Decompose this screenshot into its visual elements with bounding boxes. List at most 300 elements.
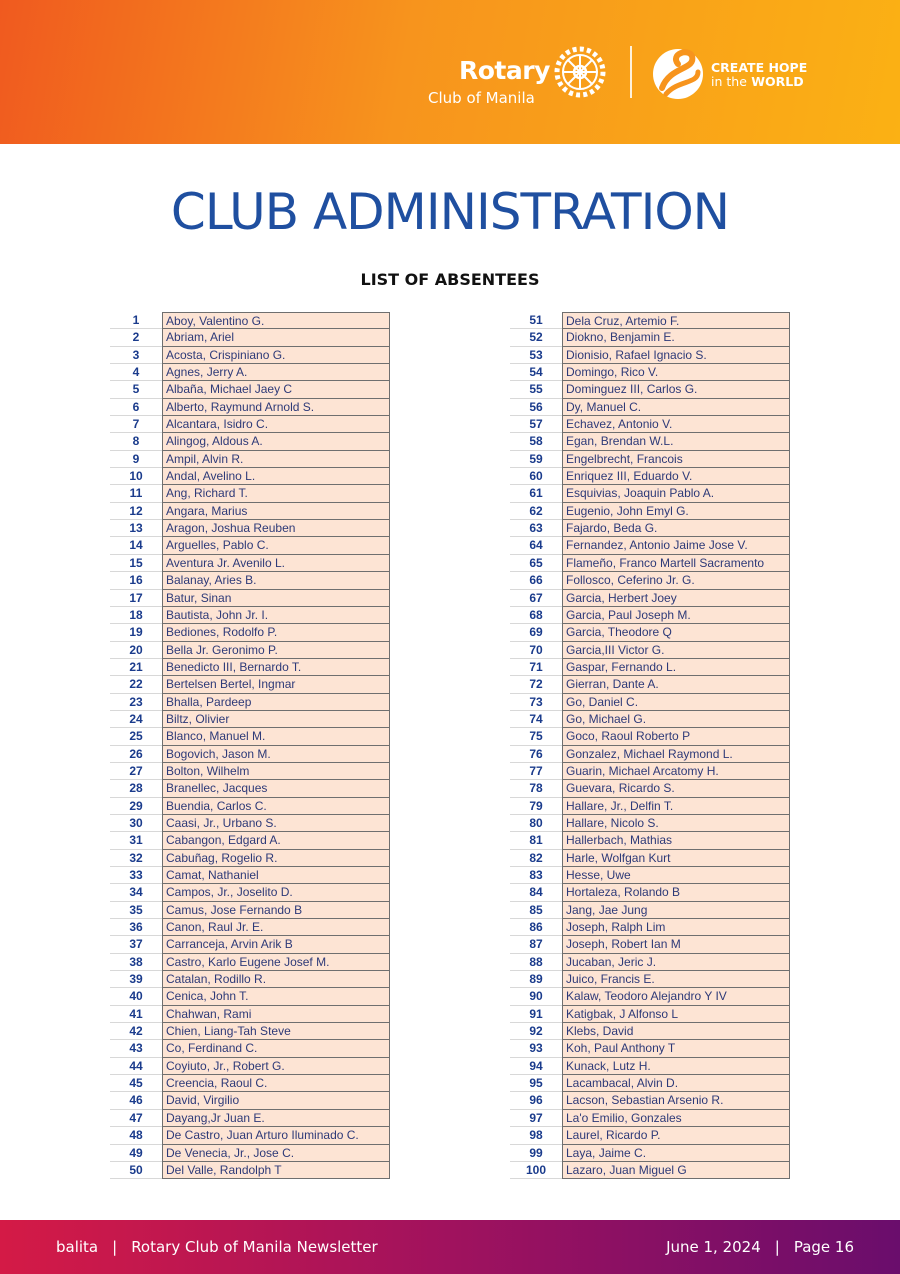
row-number: 69 (510, 624, 562, 641)
row-number: 61 (510, 485, 562, 502)
row-number: 86 (510, 919, 562, 936)
member-name: Guevara, Ricardo S. (562, 780, 790, 797)
table-row (510, 728, 790, 745)
logo-divider (630, 46, 632, 98)
member-name: Hesse, Uwe (562, 867, 790, 884)
member-name: Blanco, Manuel M. (162, 728, 390, 745)
member-name: Jucaban, Jeric J. (562, 954, 790, 971)
row-number: 81 (510, 832, 562, 849)
member-name: Aboy, Valentino G. (162, 312, 390, 329)
row-number: 45 (110, 1075, 162, 1092)
member-name: Co, Ferdinand C. (162, 1040, 390, 1057)
table-row (510, 694, 790, 711)
table-row (110, 555, 390, 572)
table-row (510, 850, 790, 867)
table-row (110, 537, 390, 554)
row-number: 66 (510, 572, 562, 589)
row-number: 91 (510, 1006, 562, 1023)
row-number: 67 (510, 590, 562, 607)
table-row (510, 988, 790, 1005)
member-name: Dela Cruz, Artemio F. (562, 312, 790, 329)
table-row (510, 884, 790, 901)
member-name: Andal, Avelino L. (162, 468, 390, 485)
table-row (510, 971, 790, 988)
table-row (110, 520, 390, 537)
table-row (510, 954, 790, 971)
rotary-wordmark: Rotary (459, 56, 550, 85)
footer-separator: | (774, 1238, 780, 1256)
table-row (110, 607, 390, 624)
row-number: 60 (510, 468, 562, 485)
table-row (510, 451, 790, 468)
table-row (110, 902, 390, 919)
row-number: 14 (110, 537, 162, 554)
table-row (510, 485, 790, 502)
member-name: Koh, Paul Anthony T (562, 1040, 790, 1057)
row-number: 88 (510, 954, 562, 971)
member-name: De Venecia, Jr., Jose C. (162, 1145, 390, 1162)
slogan-in-the: in the (711, 74, 747, 89)
table-row (510, 1092, 790, 1109)
table-row (110, 433, 390, 450)
club-name: Club of Manila (428, 89, 535, 107)
table-row (510, 347, 790, 364)
member-name: Ang, Richard T. (162, 485, 390, 502)
row-number: 74 (510, 711, 562, 728)
member-name: Bediones, Rodolfo P. (162, 624, 390, 641)
row-number: 28 (110, 780, 162, 797)
row-number: 26 (110, 746, 162, 763)
table-row (110, 329, 390, 346)
member-name: Alberto, Raymund Arnold S. (162, 399, 390, 416)
footer-date: June 1, 2024 (666, 1238, 761, 1256)
member-name: Dayang,Jr Juan E. (162, 1110, 390, 1127)
member-name: Albaña, Michael Jaey C (162, 381, 390, 398)
row-number: 33 (110, 867, 162, 884)
row-number: 80 (510, 815, 562, 832)
member-name: Benedicto III, Bernardo T. (162, 659, 390, 676)
row-number: 35 (110, 902, 162, 919)
row-number: 70 (510, 642, 562, 659)
table-row (510, 1162, 790, 1179)
table-row (510, 433, 790, 450)
footer-right (666, 1238, 854, 1256)
table-row (110, 954, 390, 971)
member-name: Caasi, Jr., Urbano S. (162, 815, 390, 832)
footer-publication: balita (56, 1238, 99, 1256)
member-name: Lazaro, Juan Miguel G (562, 1162, 790, 1179)
row-number: 29 (110, 798, 162, 815)
member-name: Creencia, Raoul C. (162, 1075, 390, 1092)
table-row (510, 1075, 790, 1092)
table-row (110, 1023, 390, 1040)
table-row (110, 347, 390, 364)
member-name: Hallare, Jr., Delfin T. (562, 798, 790, 815)
row-number: 20 (110, 642, 162, 659)
row-number: 9 (110, 451, 162, 468)
table-row (110, 711, 390, 728)
member-name: Chahwan, Rami (162, 1006, 390, 1023)
member-name: Gonzalez, Michael Raymond L. (562, 746, 790, 763)
table-row (110, 694, 390, 711)
member-name: Bella Jr. Geronimo P. (162, 642, 390, 659)
row-number: 2 (110, 329, 162, 346)
table-row (510, 555, 790, 572)
row-number: 30 (110, 815, 162, 832)
member-name: Kalaw, Teodoro Alejandro Y IV (562, 988, 790, 1005)
member-name: Alcantara, Isidro C. (162, 416, 390, 433)
table-row (110, 676, 390, 693)
table-row (110, 988, 390, 1005)
member-name: Carranceja, Arvin Arik B (162, 936, 390, 953)
row-number: 55 (510, 381, 562, 398)
member-name: Coyiuto, Jr., Robert G. (162, 1058, 390, 1075)
table-row (510, 1058, 790, 1075)
member-name: Goco, Raoul Roberto P (562, 728, 790, 745)
row-number: 85 (510, 902, 562, 919)
row-number: 53 (510, 347, 562, 364)
member-name: Lacson, Sebastian Arsenio R. (562, 1092, 790, 1109)
row-number: 13 (110, 520, 162, 537)
member-name: Cabangon, Edgard A. (162, 832, 390, 849)
table-row (110, 1040, 390, 1057)
member-name: Chien, Liang-Tah Steve (162, 1023, 390, 1040)
member-name: Agnes, Jerry A. (162, 364, 390, 381)
row-number: 90 (510, 988, 562, 1005)
row-number: 38 (110, 954, 162, 971)
table-row (510, 1145, 790, 1162)
table-row (110, 642, 390, 659)
table-row (510, 312, 790, 329)
member-name: Fajardo, Beda G. (562, 520, 790, 537)
row-number: 34 (110, 884, 162, 901)
row-number: 52 (510, 329, 562, 346)
table-row (510, 329, 790, 346)
row-number: 73 (510, 694, 562, 711)
member-name: Garcia, Paul Joseph M. (562, 607, 790, 624)
member-name: Hortaleza, Rolando B (562, 884, 790, 901)
table-row (110, 728, 390, 745)
row-number: 77 (510, 763, 562, 780)
absentees-table-right (510, 312, 790, 1179)
row-number: 83 (510, 867, 562, 884)
row-number: 48 (110, 1127, 162, 1144)
row-number: 39 (110, 971, 162, 988)
member-name: Gierran, Dante A. (562, 676, 790, 693)
row-number: 65 (510, 555, 562, 572)
row-number: 42 (110, 1023, 162, 1040)
create-hope-logo-icon (652, 44, 708, 106)
member-name: Aventura Jr. Avenilo L. (162, 555, 390, 572)
member-name: Egan, Brendan W.L. (562, 433, 790, 450)
table-row (510, 537, 790, 554)
member-name: Joseph, Ralph Lim (562, 919, 790, 936)
table-row (110, 850, 390, 867)
table-row (510, 1127, 790, 1144)
table-row (110, 451, 390, 468)
member-name: Juico, Francis E. (562, 971, 790, 988)
table-row (110, 1127, 390, 1144)
rotary-club-logo (428, 56, 618, 112)
row-number: 59 (510, 451, 562, 468)
row-number: 43 (110, 1040, 162, 1057)
member-name: Del Valle, Randolph T (162, 1162, 390, 1179)
table-row (510, 867, 790, 884)
member-name: Bogovich, Jason M. (162, 746, 390, 763)
member-name: Lacambacal, Alvin D. (562, 1075, 790, 1092)
table-row (110, 659, 390, 676)
row-number: 24 (110, 711, 162, 728)
member-name: Arguelles, Pablo C. (162, 537, 390, 554)
row-number: 75 (510, 728, 562, 745)
table-row (510, 1110, 790, 1127)
member-name: Castro, Karlo Eugene Josef M. (162, 954, 390, 971)
footer-bar (0, 1220, 900, 1274)
table-row (510, 676, 790, 693)
table-row (110, 1110, 390, 1127)
row-number: 57 (510, 416, 562, 433)
table-row (110, 399, 390, 416)
table-row (510, 746, 790, 763)
row-number: 4 (110, 364, 162, 381)
table-row (110, 919, 390, 936)
row-number: 8 (110, 433, 162, 450)
table-row (510, 815, 790, 832)
row-number: 82 (510, 850, 562, 867)
table-row (110, 815, 390, 832)
member-name: De Castro, Juan Arturo Iluminado C. (162, 1127, 390, 1144)
row-number: 49 (110, 1145, 162, 1162)
member-name: Bertelsen Bertel, Ingmar (162, 676, 390, 693)
table-row (110, 624, 390, 641)
member-name: Katigbak, J Alfonso L (562, 1006, 790, 1023)
table-row (110, 416, 390, 433)
member-name: Camus, Jose Fernando B (162, 902, 390, 919)
row-number: 23 (110, 694, 162, 711)
table-row (110, 884, 390, 901)
row-number: 56 (510, 399, 562, 416)
member-name: Balanay, Aries B. (162, 572, 390, 589)
row-number: 6 (110, 399, 162, 416)
table-row (110, 364, 390, 381)
member-name: Flameño, Franco Martell Sacramento (562, 555, 790, 572)
row-number: 47 (110, 1110, 162, 1127)
row-number: 78 (510, 780, 562, 797)
table-row (110, 867, 390, 884)
member-name: Harle, Wolfgan Kurt (562, 850, 790, 867)
member-name: Laya, Jaime C. (562, 1145, 790, 1162)
row-number: 93 (510, 1040, 562, 1057)
table-row (510, 642, 790, 659)
row-number: 71 (510, 659, 562, 676)
table-row (510, 936, 790, 953)
member-name: Biltz, Olivier (162, 711, 390, 728)
member-name: Engelbrecht, Francois (562, 451, 790, 468)
row-number: 15 (110, 555, 162, 572)
row-number: 11 (110, 485, 162, 502)
row-number: 7 (110, 416, 162, 433)
row-number: 27 (110, 763, 162, 780)
row-number: 22 (110, 676, 162, 693)
table-row (110, 468, 390, 485)
member-name: Joseph, Robert Ian M (562, 936, 790, 953)
row-number: 46 (110, 1092, 162, 1109)
table-row (510, 1040, 790, 1057)
row-number: 92 (510, 1023, 562, 1040)
table-row (110, 503, 390, 520)
member-name: Jang, Jae Jung (562, 902, 790, 919)
row-number: 76 (510, 746, 562, 763)
table-row (110, 1006, 390, 1023)
table-row (110, 485, 390, 502)
row-number: 5 (110, 381, 162, 398)
member-name: Go, Daniel C. (562, 694, 790, 711)
row-number: 32 (110, 850, 162, 867)
member-name: Fernandez, Antonio Jaime Jose V. (562, 537, 790, 554)
row-number: 16 (110, 572, 162, 589)
member-name: Kunack, Lutz H. (562, 1058, 790, 1075)
member-name: Follosco, Ceferino Jr. G. (562, 572, 790, 589)
member-name: Catalan, Rodillo R. (162, 971, 390, 988)
table-row (510, 919, 790, 936)
table-row (510, 416, 790, 433)
header-banner (0, 0, 900, 144)
row-number: 63 (510, 520, 562, 537)
table-row (510, 659, 790, 676)
table-row (510, 399, 790, 416)
row-number: 99 (510, 1145, 562, 1162)
absentees-table-left (110, 312, 390, 1179)
table-row (510, 520, 790, 537)
row-number: 10 (110, 468, 162, 485)
row-number: 94 (510, 1058, 562, 1075)
row-number: 41 (110, 1006, 162, 1023)
row-number: 96 (510, 1092, 562, 1109)
member-name: Garcia, Theodore Q (562, 624, 790, 641)
footer-page-number: Page 16 (793, 1238, 854, 1256)
row-number: 97 (510, 1110, 562, 1127)
row-number: 64 (510, 537, 562, 554)
member-name: Buendia, Carlos C. (162, 798, 390, 815)
member-name: Campos, Jr., Joselito D. (162, 884, 390, 901)
table-row (510, 798, 790, 815)
member-name: Dionisio, Rafael Ignacio S. (562, 347, 790, 364)
member-name: Laurel, Ricardo P. (562, 1127, 790, 1144)
table-row (110, 1058, 390, 1075)
table-row (110, 798, 390, 815)
table-row (510, 624, 790, 641)
table-row (110, 590, 390, 607)
member-name: Bhalla, Pardeep (162, 694, 390, 711)
table-row (110, 1145, 390, 1162)
table-row (510, 364, 790, 381)
row-number: 72 (510, 676, 562, 693)
member-name: David, Virgilio (162, 1092, 390, 1109)
row-number: 58 (510, 433, 562, 450)
table-row (110, 312, 390, 329)
member-name: Dominguez III, Carlos G. (562, 381, 790, 398)
table-row (510, 381, 790, 398)
member-name: Batur, Sinan (162, 590, 390, 607)
member-name: Hallare, Nicolo S. (562, 815, 790, 832)
member-name: Klebs, David (562, 1023, 790, 1040)
table-row (110, 572, 390, 589)
row-number: 1 (110, 312, 162, 329)
member-name: Angara, Marius (162, 503, 390, 520)
table-row (110, 763, 390, 780)
member-name: Bautista, John Jr. I. (162, 607, 390, 624)
member-name: Gaspar, Fernando L. (562, 659, 790, 676)
member-name: Ampil, Alvin R. (162, 451, 390, 468)
table-row (510, 468, 790, 485)
table-row (110, 971, 390, 988)
row-number: 18 (110, 607, 162, 624)
row-number: 98 (510, 1127, 562, 1144)
table-row (510, 1006, 790, 1023)
table-row (510, 572, 790, 589)
member-name: Abriam, Ariel (162, 329, 390, 346)
table-row (510, 607, 790, 624)
row-number: 100 (510, 1162, 562, 1179)
table-row (110, 381, 390, 398)
row-number: 3 (110, 347, 162, 364)
member-name: Hallerbach, Mathias (562, 832, 790, 849)
member-name: Cabuñag, Rogelio R. (162, 850, 390, 867)
page-title: CLUB ADMINISTRATION (170, 183, 730, 241)
member-name: Garcia,III Victor G. (562, 642, 790, 659)
slogan-world: WORLD (751, 74, 804, 89)
table-row (110, 780, 390, 797)
table-row (110, 832, 390, 849)
member-name: Enriquez III, Eduardo V. (562, 468, 790, 485)
create-hope-slogan (711, 61, 807, 89)
row-number: 31 (110, 832, 162, 849)
footer-left (56, 1238, 378, 1256)
row-number: 12 (110, 503, 162, 520)
row-number: 50 (110, 1162, 162, 1179)
rotary-wheel-icon (552, 44, 608, 100)
row-number: 68 (510, 607, 562, 624)
member-name: Eugenio, John Emyl G. (562, 503, 790, 520)
member-name: La'o Emilio, Gonzales (562, 1110, 790, 1127)
row-number: 84 (510, 884, 562, 901)
row-number: 95 (510, 1075, 562, 1092)
member-name: Domingo, Rico V. (562, 364, 790, 381)
row-number: 19 (110, 624, 162, 641)
row-number: 79 (510, 798, 562, 815)
member-name: Canon, Raul Jr. E. (162, 919, 390, 936)
member-name: Alingog, Aldous A. (162, 433, 390, 450)
table-row (510, 780, 790, 797)
row-number: 51 (510, 312, 562, 329)
table-row (110, 1075, 390, 1092)
member-name: Cenica, John T. (162, 988, 390, 1005)
row-number: 54 (510, 364, 562, 381)
row-number: 17 (110, 590, 162, 607)
table-row (510, 711, 790, 728)
footer-newsletter: Rotary Club of Manila Newsletter (131, 1238, 378, 1256)
member-name: Echavez, Antonio V. (562, 416, 790, 433)
member-name: Camat, Nathaniel (162, 867, 390, 884)
table-row (110, 746, 390, 763)
member-name: Dy, Manuel C. (562, 399, 790, 416)
member-name: Branellec, Jacques (162, 780, 390, 797)
table-row (510, 832, 790, 849)
row-number: 44 (110, 1058, 162, 1075)
row-number: 87 (510, 936, 562, 953)
member-name: Aragon, Joshua Reuben (162, 520, 390, 537)
table-row (110, 1092, 390, 1109)
